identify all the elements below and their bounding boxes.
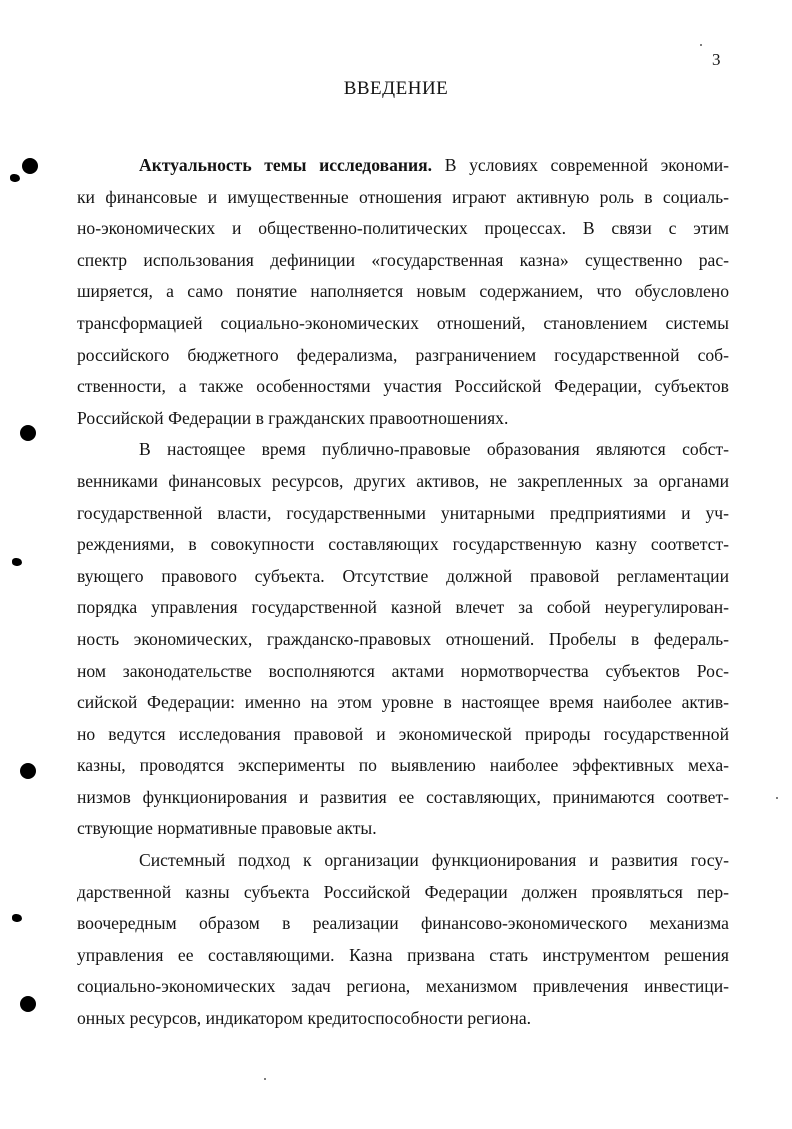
- binder-hole-mark: [10, 174, 20, 182]
- scan-speck: [264, 1078, 266, 1080]
- text-line: Системный подход к организации функционирования и развития госу-: [139, 850, 729, 871]
- text-line: российского бюджетного федерализма, разграничением государственной соб-: [77, 344, 729, 365]
- paragraph-systemic-approach: [77, 845, 729, 1035]
- page-number: 3: [712, 50, 721, 69]
- paragraph-current-state: [77, 434, 729, 845]
- page-title: ВВЕДЕНИЕ: [343, 78, 449, 99]
- text-line: венниками финансовых ресурсов, других активов, не закрепленных за органами: [77, 470, 729, 491]
- text-line: ном законодательстве восполняются актами нормотворчества субъектов Рос-: [77, 660, 729, 681]
- text-line: социально-экономических задач региона, механизмом привлечения инвестици-: [77, 976, 729, 997]
- text-line: государственной власти, государственными унитарными предприятиями и уч-: [77, 502, 729, 523]
- text-line: порядка управления государственной казной влечет за собой неурегулирован-: [77, 597, 729, 618]
- scan-speck: [776, 797, 778, 799]
- text-line: ственности, а также особенностями участия Российской Федерации, субъектов: [77, 376, 729, 397]
- binder-hole-mark: [12, 558, 22, 566]
- text-line: трансформацией социально-экономических отношений, становлением системы: [77, 312, 729, 333]
- scan-speck: [700, 44, 702, 46]
- text-line: ки финансовые и имущественные отношения играют активную роль в социаль-: [77, 186, 729, 207]
- text-line: дарственной казны субъекта Российской Федерации должен проявляться пер-: [77, 881, 729, 902]
- text-line: Российской Федерации в гражданских правоотношениях.: [77, 407, 509, 428]
- binder-hole-mark: [20, 425, 36, 441]
- text-line: сийской Федерации: именно на этом уровне в настоящее время наиболее актив-: [77, 692, 729, 713]
- binder-hole-mark: [20, 996, 36, 1012]
- text-line: В настоящее время публично-правовые образования являются собст-: [139, 439, 729, 460]
- text-line: онных ресурсов, индикатором кредитоспособности региона.: [77, 1008, 532, 1029]
- lead-phrase: Актуальность темы исследования.: [139, 155, 433, 175]
- binder-hole-mark: [22, 158, 38, 174]
- text-line: казны, проводятся эксперименты по выявлению наиболее эффективных меха-: [77, 755, 729, 776]
- text-line: ствующие нормативные правовые акты.: [77, 818, 377, 839]
- binder-hole-mark: [20, 763, 36, 779]
- text-line: вующего правового субъекта. Отсутствие должной правовой регламентации: [77, 565, 729, 586]
- paragraph-relevance: [77, 150, 729, 434]
- document-body: [77, 150, 729, 1035]
- text-line: воочередным образом в реализации финансово-экономического механизма: [77, 913, 729, 934]
- binder-hole-mark: [12, 914, 22, 922]
- text-line: спектр использования дефиниции «государственная казна» существенно рас-: [77, 249, 729, 270]
- text-line: управления ее составляющими. Казна призвана стать инструментом решения: [77, 944, 729, 965]
- text-fragment: В условиях современной экономи-: [432, 155, 729, 175]
- text-line: реждениями, в совокупности составляющих государственную казну соответст-: [77, 534, 729, 555]
- text-line: ность экономических, гражданско-правовых отношений. Пробелы в федераль-: [77, 628, 729, 649]
- text-line: но-экономических и общественно-политических процессах. В связи с этим: [77, 218, 729, 239]
- text-line: ширяется, а само понятие наполняется новым содержанием, что обусловлено: [77, 281, 729, 302]
- text-line: низмов функционирования и развития ее составляющих, принимаются соответ-: [77, 786, 729, 807]
- text-line: [77, 150, 729, 182]
- text-line: но ведутся исследования правовой и экономической природы государственной: [77, 723, 729, 744]
